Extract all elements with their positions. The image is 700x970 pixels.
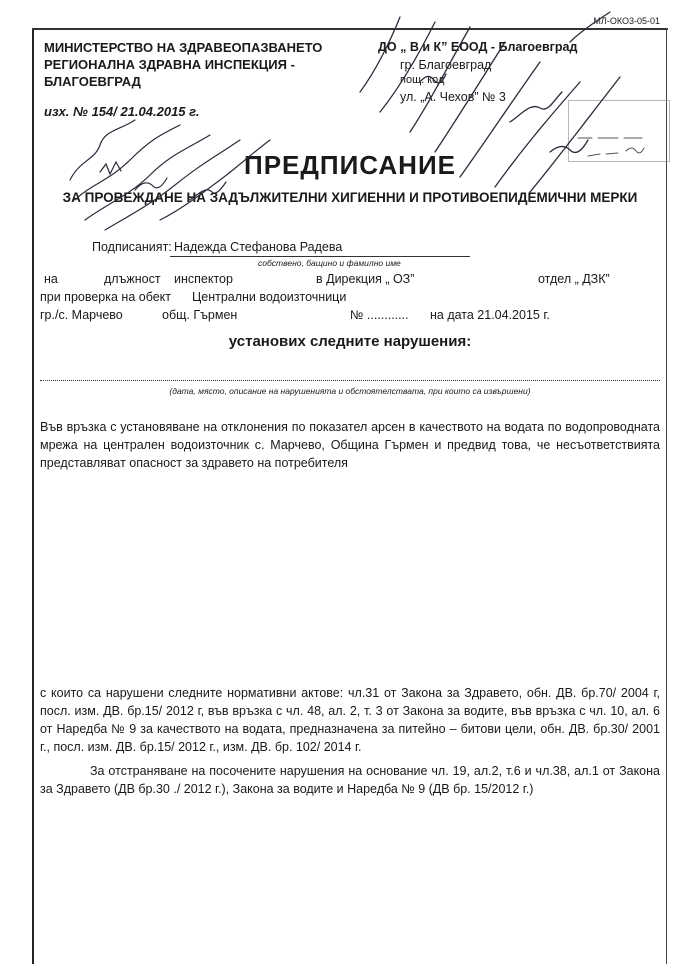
- issuer-line-2: РЕГИОНАЛНА ЗДРАВНА ИНСПЕКЦИЯ -: [44, 57, 295, 72]
- directorate: в Дирекция „ ОЗ”: [316, 272, 415, 286]
- page-border-top: [32, 28, 668, 30]
- reference-number: [44, 104, 200, 119]
- inspection-object: Централни водоизточници: [192, 290, 347, 304]
- inspection-city: гр./с. Марчево: [40, 308, 123, 322]
- inspection-label: при проверка на обект: [40, 290, 172, 304]
- position-prefix: на: [44, 272, 58, 286]
- protocol-number: № ............: [350, 308, 409, 322]
- recipient-street: ул. „А. Чехов” № 3: [400, 90, 506, 104]
- remedy-paragraph: За отстраняване на посочените нарушения на основание чл. 19, ал.2, т.6 и чл.38, ал.1 от Закона за Здравето (ДВ бр.30 ./ 2012 г.), Закона за водите и Наредба № 9 (ДВ бр. 15/2012 г.): [40, 764, 660, 796]
- findings-caption: (дата, място, описание на нарушенията и обстоятелствата, при които са извършени): [169, 386, 531, 396]
- findings-dotted-line: [40, 380, 660, 381]
- inspection-municipality: общ. Гърмен: [162, 308, 238, 322]
- findings-heading: установих следните нарушения:: [228, 333, 472, 350]
- document-subtitle: ЗА ПРОВЕЖДАНЕ НА ЗАДЪЛЖИТЕЛНИ ХИГИЕННИ И ПРОТИВОЕПИДЕМИЧНИ МЕРКИ: [62, 190, 638, 205]
- recipient-label: ДО: [378, 40, 397, 54]
- recipient-name-line: [378, 40, 577, 54]
- position-label: длъжност: [104, 272, 161, 286]
- reference-value: 154/ 21.04.2015 г.: [91, 104, 200, 119]
- issuer-line-1: МИНИСТЕРСТВО НА ЗДРАВЕОПАЗВАНЕТО: [44, 40, 323, 55]
- recipient-postcode: пощ. код: [400, 74, 445, 86]
- department: отдел „ ДЗК”: [538, 272, 610, 286]
- recipient-name: „ В и К” ЕООД - Благоевград: [400, 40, 578, 54]
- signatory-underline: [170, 256, 470, 257]
- document-title: ПРЕДПИСАНИЕ: [244, 150, 456, 180]
- signatory-name: Надежда Стефанова Радева: [174, 240, 343, 254]
- findings-paragraph: Във връзка с установяване на отклонения по показател арсен в качеството на водата по водопроводната мрежа на централен водоизточник с. Марчево, Община Гърмен и предвид това, че несъответствията представляват опасност за здравето на потребителя: [40, 420, 660, 470]
- inspection-date: на дата 21.04.2015 г.: [430, 308, 550, 322]
- issuer-line-3: БЛАГОЕВГРАД: [44, 74, 141, 89]
- position-value: инспектор: [174, 272, 233, 286]
- document-code: МЛ-ОКО3-05-01: [593, 16, 660, 26]
- signatory-label: Подписаният:: [92, 240, 172, 254]
- recipient-city: гр. Благоевград: [400, 58, 492, 72]
- signatory-name-caption: собствено, бащино и фамилно име: [258, 258, 401, 268]
- violated-acts-paragraph: с които са нарушени следните нормативни актове: чл.31 от Закона за Здравето, обн. ДВ. бр.70/ 2004 г, посл. изм. ДВ. бр.15/ 2012 г, във връзка с чл. 48, ал. 2, т. 3 от Закона за водите, във връзка с чл. 10, ал. 6 от Наредба № 9 за качеството на водата, предназначена за питейно – битови цели, обн. ДВ. бр.30/ 2001 г., посл. изм. ДВ. бр.15/ 2012 г., изм. ДВ. бр. 102/ 2014 г.: [40, 686, 660, 754]
- reference-label: изх. №: [44, 104, 88, 119]
